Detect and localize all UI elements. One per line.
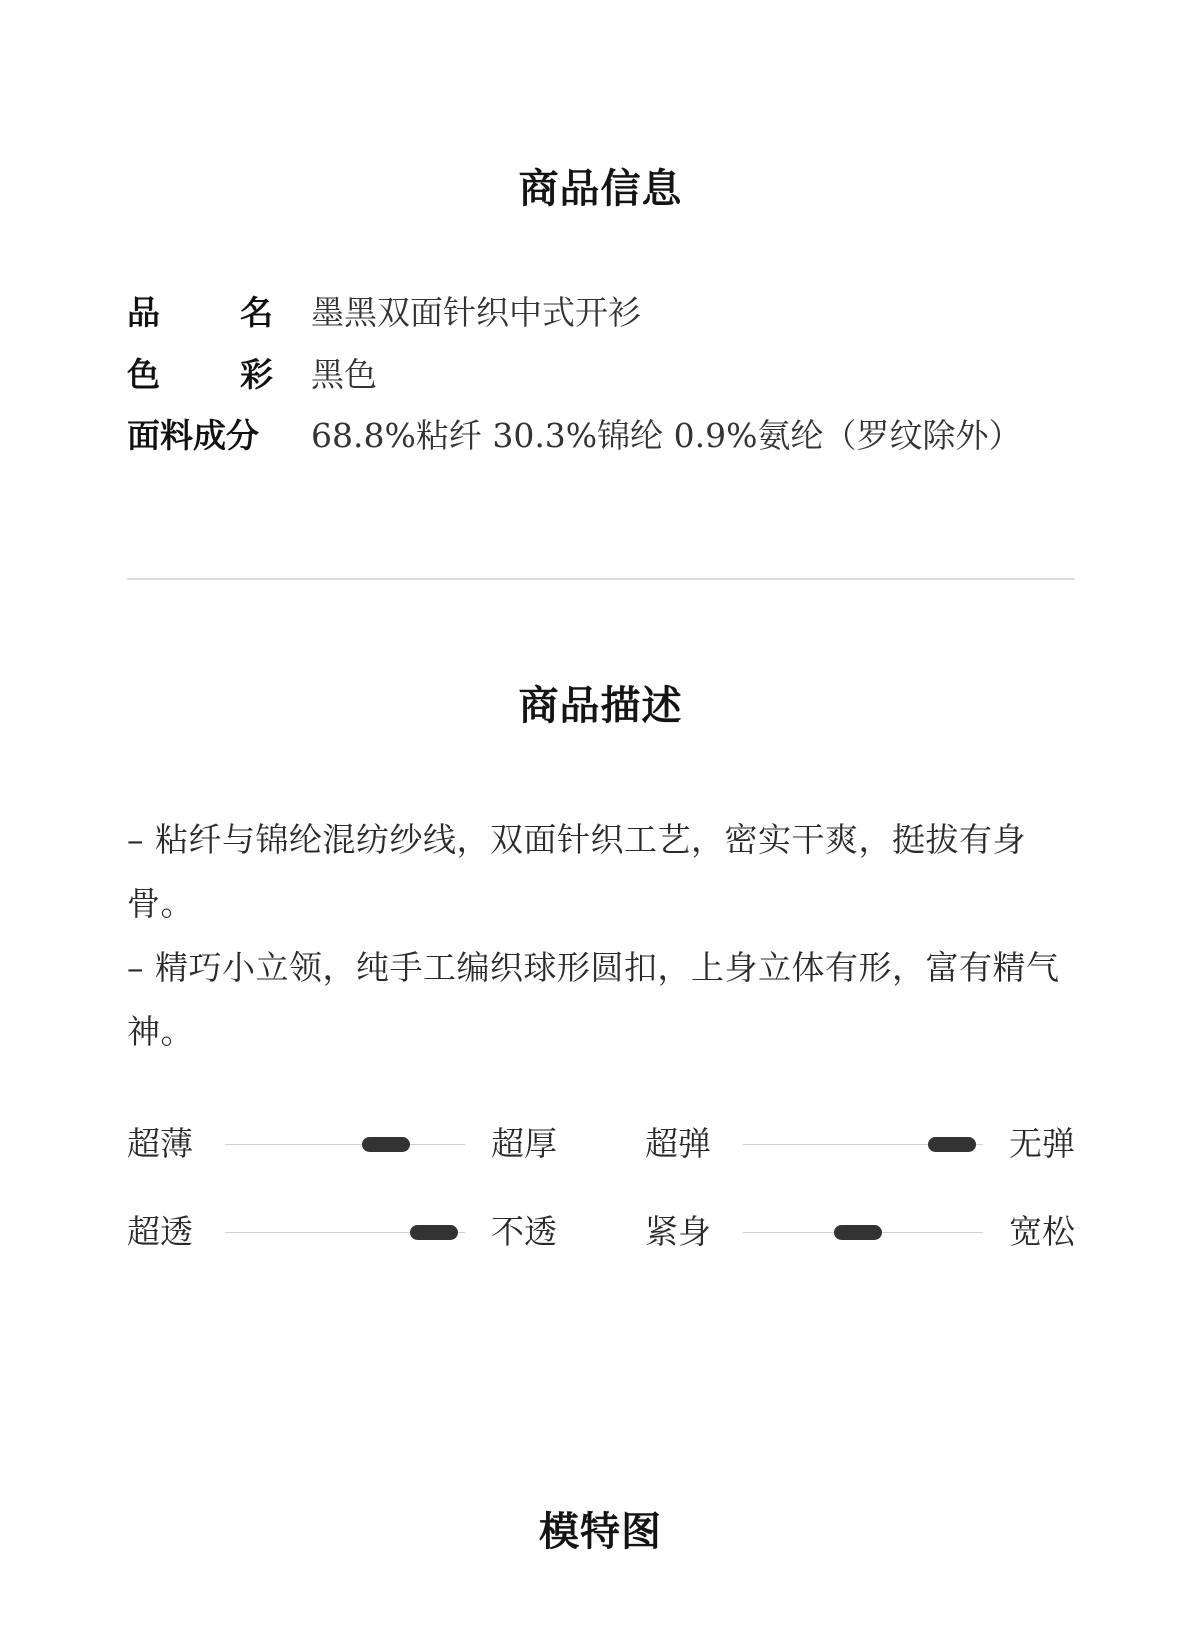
scale-fit-left-label: 紧身: [645, 1212, 711, 1251]
product-name-label-char-1: 品: [127, 293, 160, 332]
scale-fit: [645, 1210, 1075, 1254]
scale-thickness-indicator: [362, 1137, 410, 1152]
section-divider: [127, 578, 1075, 580]
scale-elasticity-track: [743, 1144, 983, 1145]
scale-transparency: [127, 1210, 557, 1254]
info-section-title: 商品信息: [518, 165, 683, 212]
description-block: [127, 808, 1077, 1064]
color-label-char-1: 色: [127, 355, 160, 394]
color-label: [127, 353, 273, 397]
fabric-label: 面料成分: [127, 416, 259, 455]
scale-elasticity: [645, 1122, 1075, 1166]
scale-elasticity-indicator: [928, 1137, 976, 1152]
color-value: 黑色: [311, 355, 377, 394]
scale-elasticity-right-label: 无弹: [1009, 1124, 1075, 1163]
scale-transparency-left-label: 超透: [127, 1212, 193, 1251]
scale-transparency-indicator: [410, 1225, 458, 1240]
scale-thickness-track: [225, 1144, 465, 1145]
scale-thickness-left-label: 超薄: [127, 1124, 193, 1163]
scale-fit-indicator: [834, 1225, 882, 1240]
fabric-value: 68.8%粘纤 30.3%锦纶 0.9%氨纶（罗纹除外）: [311, 416, 1022, 455]
description-section-title: 商品描述: [518, 682, 683, 729]
model-section-title: 模特图: [539, 1508, 662, 1555]
product-name-label-char-2: 名: [240, 293, 273, 332]
scale-thickness-right-label: 超厚: [491, 1124, 557, 1163]
scale-thickness: [127, 1122, 557, 1166]
product-name-label: [127, 291, 273, 335]
scale-transparency-right-label: 不透: [491, 1212, 557, 1251]
scale-transparency-track: [225, 1232, 465, 1233]
scale-fit-track: [743, 1232, 983, 1233]
scale-elasticity-left-label: 超弹: [645, 1124, 711, 1163]
product-name-value: 墨黑双面针织中式开衫: [311, 293, 641, 332]
scale-fit-right-label: 宽松: [1009, 1212, 1075, 1251]
description-paragraph-2: – 精巧小立领，纯手工编织球形圆扣，上身立体有形，富有精气神。: [127, 948, 1060, 1051]
color-label-char-2: 彩: [240, 355, 273, 394]
description-paragraph-1: – 粘纤与锦纶混纺纱线，双面针织工艺，密实干爽，挺拔有身骨。: [127, 820, 1026, 923]
